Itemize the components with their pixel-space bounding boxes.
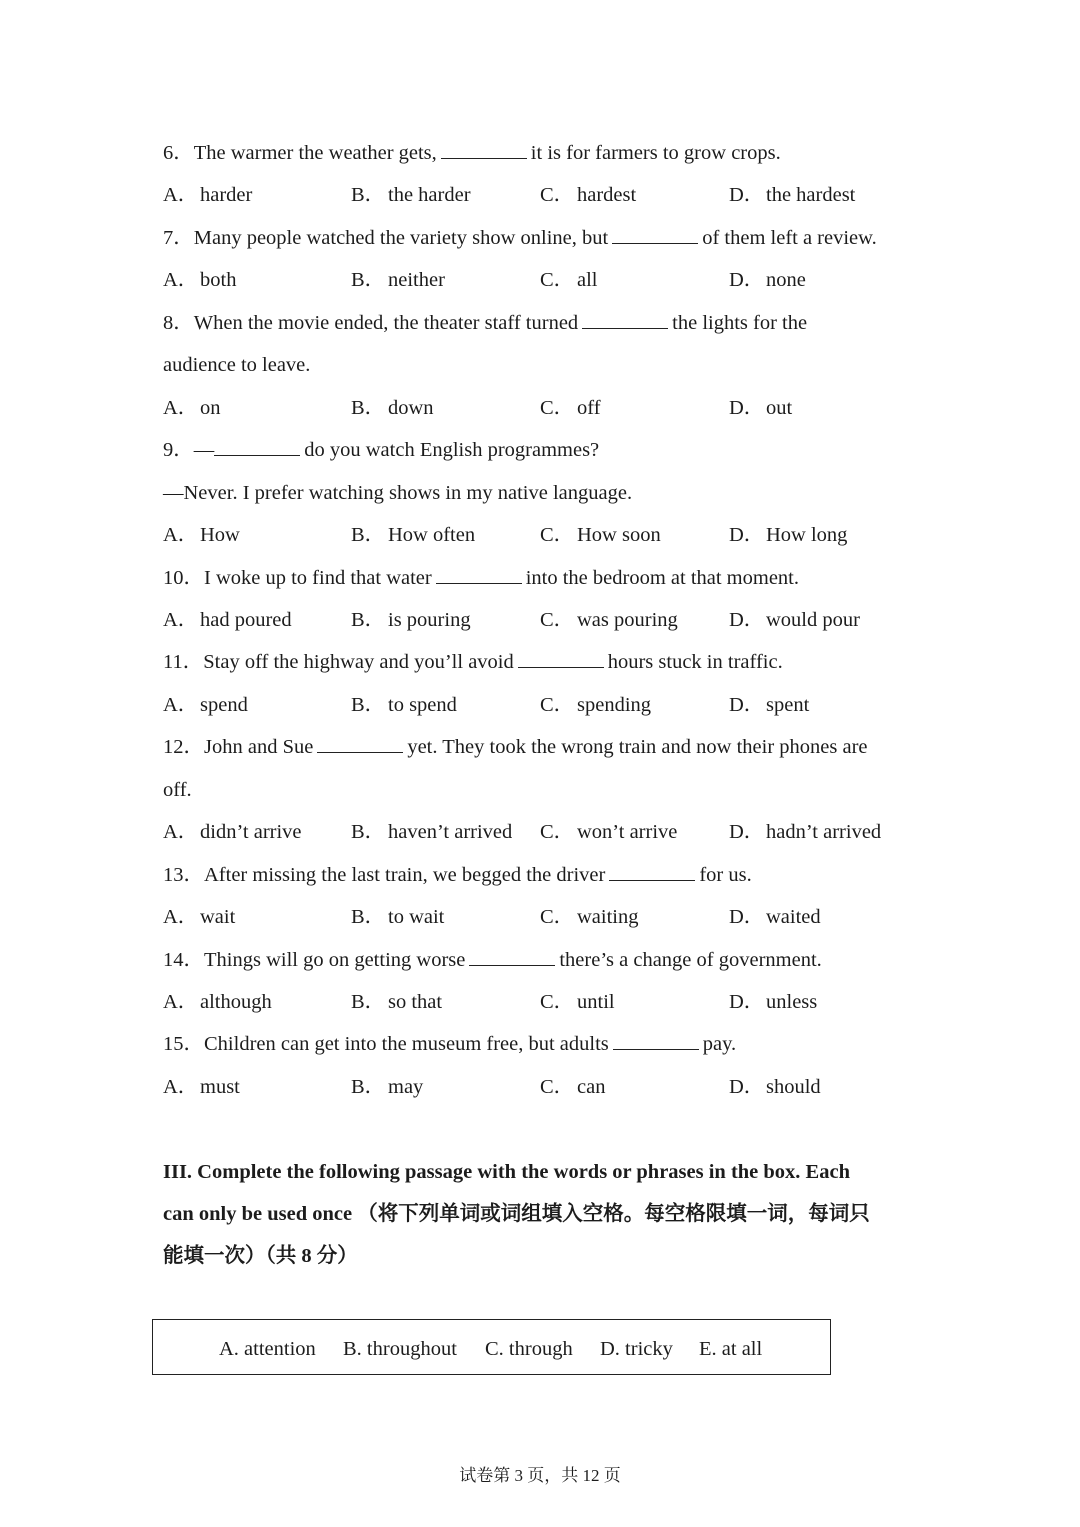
option-b: B． haven’t arrived xyxy=(351,821,513,843)
answer-blank xyxy=(613,1035,699,1050)
question-13-stem: 13．After missing the last train, we begged the driver for us. xyxy=(163,864,752,886)
answer-blank xyxy=(441,144,527,159)
option-d: D．How long xyxy=(729,524,848,546)
question-8-stem: 8．When the movie ended, the theater staff turned the lights for the xyxy=(163,312,808,334)
option-d: D．waited xyxy=(729,906,821,928)
option-b: B． neither xyxy=(351,269,445,291)
option-c: C． spending xyxy=(540,694,652,716)
option-c: C． waiting xyxy=(540,906,639,928)
option-c: C． off xyxy=(540,397,601,419)
option-c: C． won’t arrive xyxy=(540,821,678,843)
word-box-item: C. through xyxy=(485,1338,573,1360)
question-14-stem: 14．Things will go on getting worse there’s a change of government. xyxy=(163,949,822,971)
question-12-stem: 12．John and Sue yet. They took the wrong train and now their phones are xyxy=(163,736,868,758)
option-b: B． may xyxy=(351,1076,424,1098)
option-c: C． hardest xyxy=(540,184,637,206)
option-d: D．unless xyxy=(729,991,818,1013)
option-a: A．wait xyxy=(163,906,236,928)
question-12-continuation: off. xyxy=(163,779,192,801)
option-d: D．should xyxy=(729,1076,821,1098)
section-heading-line-3: 能填一次）（共 8 分） xyxy=(163,1245,358,1267)
option-d: D．none xyxy=(729,269,806,291)
option-a: A．both xyxy=(163,269,237,291)
option-b: B． to wait xyxy=(351,906,445,928)
option-a: A．had poured xyxy=(163,609,292,631)
option-c: C． can xyxy=(540,1076,606,1098)
option-c: C． all xyxy=(540,269,598,291)
option-a: A．didn’t arrive xyxy=(163,821,302,843)
option-a: A．on xyxy=(163,397,221,419)
option-d: D．would pour xyxy=(729,609,860,631)
option-b: B． down xyxy=(351,397,434,419)
option-d: D．spent xyxy=(729,694,810,716)
answer-blank xyxy=(469,951,555,966)
answer-blank xyxy=(518,653,604,668)
answer-blank xyxy=(612,229,698,244)
page-footer: 试卷第 3 页，共 12 页 xyxy=(459,1466,621,1485)
option-a: A．spend xyxy=(163,694,248,716)
word-box-item: A. attention xyxy=(219,1338,316,1360)
answer-blank xyxy=(214,441,300,456)
option-b: B． to spend xyxy=(351,694,457,716)
option-b: B． the harder xyxy=(351,184,471,206)
question-11-stem: 11．Stay off the highway and you’ll avoid hours stuck in traffic. xyxy=(163,651,783,673)
answer-blank xyxy=(317,738,403,753)
word-box-item: B. throughout xyxy=(343,1338,457,1360)
question-8-continuation: audience to leave. xyxy=(163,354,311,376)
option-c: C． was pouring xyxy=(540,609,678,631)
option-a: A．harder xyxy=(163,184,253,206)
word-box-item: E. at all xyxy=(699,1338,763,1360)
option-d: D．out xyxy=(729,397,793,419)
option-d: D．the hardest xyxy=(729,184,856,206)
answer-blank xyxy=(609,866,695,881)
option-a: A．must xyxy=(163,1076,240,1098)
option-b: B． is pouring xyxy=(351,609,471,631)
question-7-stem: 7．Many people watched the variety show online, but of them left a review. xyxy=(163,227,877,249)
section-heading-line-2: can only be used once （将下列单词或词组填入空格。每空格限填一词，每词只 xyxy=(163,1203,870,1225)
section-heading: III. Complete the following passage with the words or phrases in the box. Each xyxy=(163,1161,850,1183)
option-b: B． so that xyxy=(351,991,443,1013)
answer-blank xyxy=(436,569,522,584)
option-b: B． How often xyxy=(351,524,476,546)
question-6-stem: 6．The warmer the weather gets, it is for farmers to grow crops. xyxy=(163,142,781,164)
option-a: A．although xyxy=(163,991,272,1013)
answer-blank xyxy=(582,314,668,329)
option-c: C． How soon xyxy=(540,524,661,546)
option-d: D．hadn’t arrived xyxy=(729,821,882,843)
option-a: A．How xyxy=(163,524,240,546)
word-box-item: D. tricky xyxy=(600,1338,673,1360)
option-c: C． until xyxy=(540,991,615,1013)
question-10-stem: 10．I woke up to find that water into the bedroom at that moment. xyxy=(163,567,799,589)
question-9-stem: 9．— do you watch English programmes? xyxy=(163,439,600,461)
question-9-response: —Never. I prefer watching shows in my native language. xyxy=(163,482,633,504)
question-15-stem: 15．Children can get into the museum free, but adults pay. xyxy=(163,1033,737,1055)
